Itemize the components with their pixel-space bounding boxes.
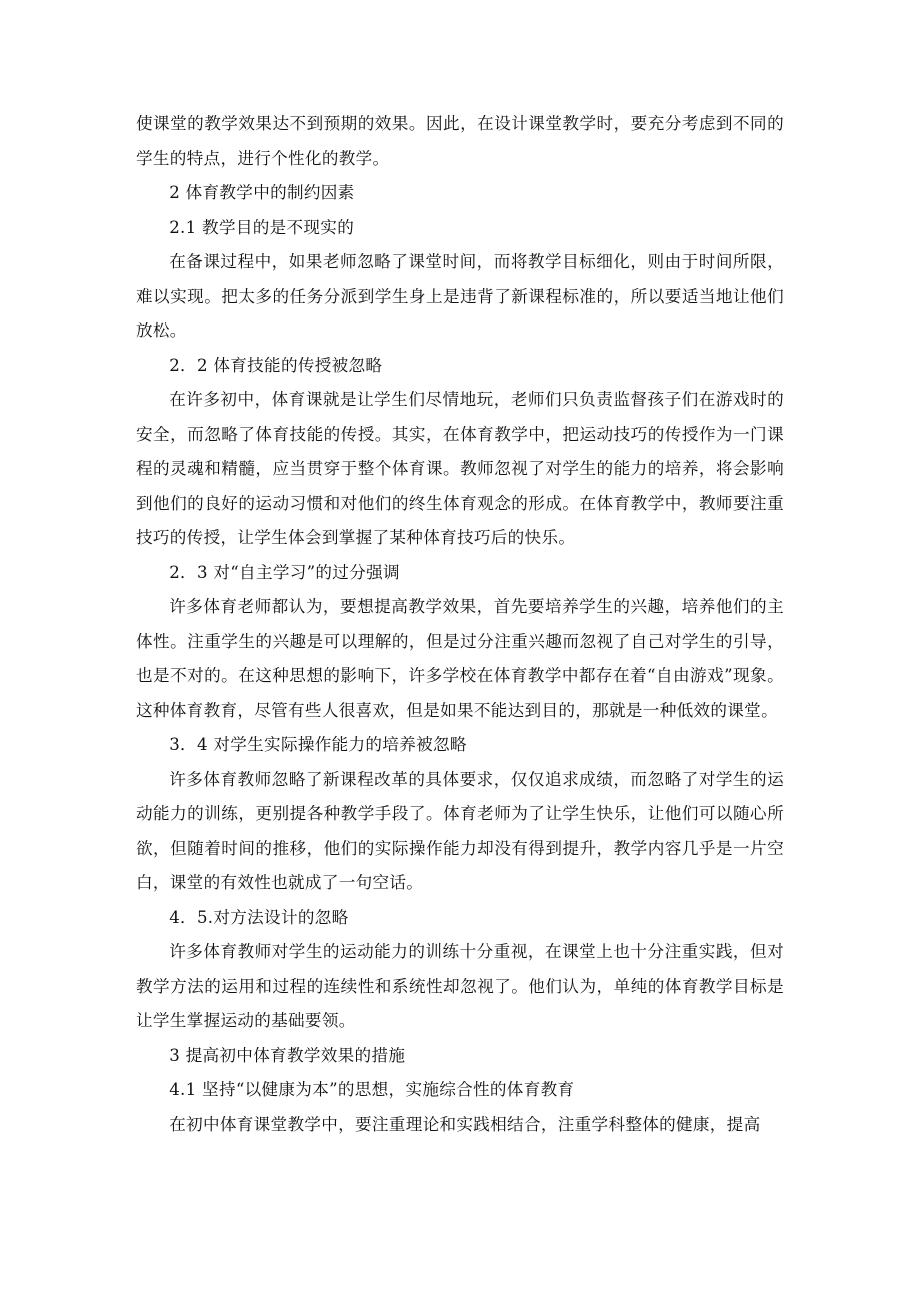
subsection-heading: 2．2 体育技能的传授被忽略	[169, 355, 383, 375]
paragraph: 在许多初中，体育课就是让学生们尽情地玩，老师们只负责监督孩子们在游戏时的安全，而忽略了体育技能的传授。其实，在体育教学中，把运动技巧的传授作为一门课程的灵魂和精髓，应当贯穿于整个体育课。教师忽视了对学生的能力的培养，将会影响到他们的良好的运动习惯和对他们的终生体育观念的形成。在体育教学中，教师要注重技巧的传授，让学生体会到掌握了某种体育技巧后的快乐。	[136, 390, 784, 547]
paragraph: 在备课过程中，如果老师忽略了课堂时间，而将教学目标细化，则由于时间所限，难以实现。把太多的任务分派到学生身上是违背了新课程标准的，所以要适当地让他们放松。	[136, 252, 784, 340]
section-heading: 2 体育教学中的制约因素	[169, 183, 355, 202]
subsection-heading: 4.1 坚持“以健康为本”的思想，实施综合性的体育教育	[169, 1080, 575, 1099]
paragraph: 许多体育老师都认为，要想提高教学效果，首先要培养学生的兴趣，培养他们的主体性。注重学生的兴趣是可以理解的，但是过分注重兴趣而忽视了自己对学生的引导，也是不对的。在这种思想的影响下，许多学校在体育教学中都存在着“自由游戏”现象。这种体育教育，尽管有些人很喜欢，但是如果不能达到目的，那就是一种低效的课堂。	[136, 597, 784, 720]
subsection-heading: 4．5.对方法设计的忽略	[169, 907, 349, 927]
paragraph-continued: 使课堂的教学效果达不到预期的效果。因此，在设计课堂教学时，要充分考虑到不同的学生的特点，进行个性化的教学。	[136, 114, 784, 168]
paragraph: 许多体育教师忽略了新课程改革的具体要求，仅仅追求成绩，而忽略了对学生的运动能力的训练，更别提各种教学手段了。体育老师为了让学生快乐，让他们可以随心所欲，但随着时间的推移，他们的实际操作能力却没有得到提升，教学内容几乎是一片空白，课堂的有效性也就成了一句空话。	[136, 769, 784, 892]
paragraph: 许多体育教师对学生的运动能力的训练十分重视，在课堂上也十分注重实践，但对教学方法的运用和过程的连续性和系统性却忽视了。他们认为，单纯的体育教学目标是让学生掌握运动的基础要领。	[136, 942, 784, 1030]
document-body	[136, 107, 784, 1142]
section-heading: 3 提高初中体育教学效果的措施	[169, 1045, 406, 1065]
paragraph: 在初中体育课堂教学中，要注重理论和实践相结合，注重学科整体的健康，提高	[169, 1114, 761, 1134]
subsection-heading: 2.1 教学目的是不现实的	[169, 217, 355, 237]
subsection-heading: 2．3 对“自主学习”的过分强调	[169, 562, 400, 582]
subsection-heading: 3．4 对学生实际操作能力的培养被忽略	[169, 735, 467, 754]
